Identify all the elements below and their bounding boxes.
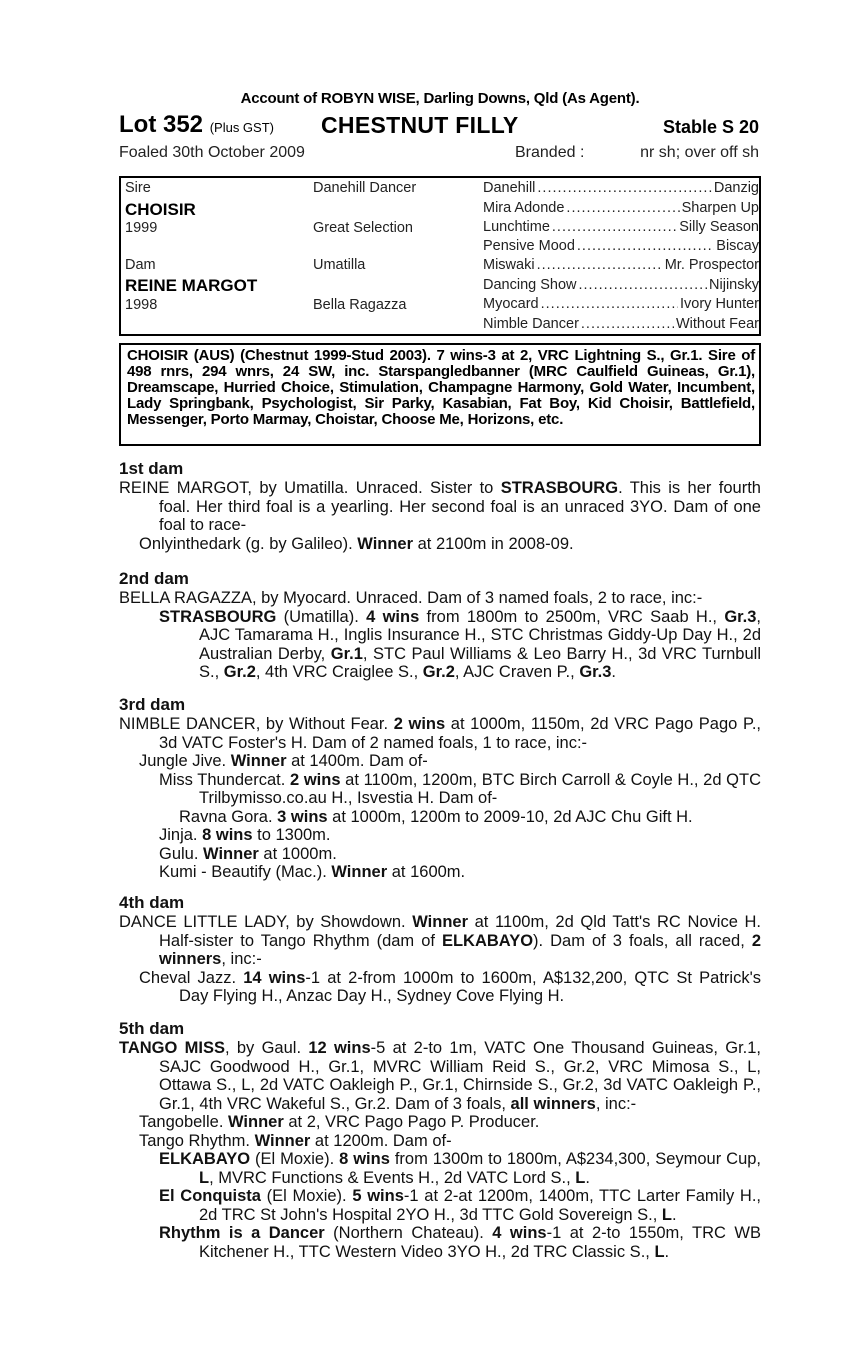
entry-text: Ravna Gora. (179, 807, 278, 826)
leader-dots (541, 295, 678, 314)
group-grade: Gr.2 (223, 663, 256, 681)
entry-text: at 1100m, 2d Qld Tatt's RC Novice H. Half-sister to Tango Rhythm (dam of (159, 913, 761, 950)
entry-text: REINE MARGOT, by Umatilla. Unraced. Sister to (119, 479, 501, 497)
entry-text: Tangobelle. (139, 1113, 228, 1131)
entry-text: Miss Thundercat. (159, 770, 290, 789)
wins-text: Winner (228, 1113, 284, 1131)
entry-text: at 1000m, 1150m, 2d VRC Pago Pago P., 3d VATC Foster's H. Dam of 2 named foals, 1 to race, inc:- (159, 715, 761, 752)
dam-entry (119, 479, 761, 535)
wins-text: 8 wins (202, 826, 253, 844)
entry-text: -5 at 2-to 1m, VATC One Thousand Guineas, Gr.1, SAJC Goodwood H., Gr.1, MVRC William Reid S., Gr.2, VRC Mimosa S., L, Ottawa S., L, 2d VATC Oakleigh P., Gr.1, Chirnside S., Gr.2, 3d VATC Oakleigh P., Gr.1, 4th VRC Wakeful S., Gr.2. Dam of 3 foals, (159, 1039, 761, 1113)
section-heading: 5th dam (119, 1019, 185, 1038)
leader-dots (579, 276, 708, 295)
leader-dots (537, 179, 711, 198)
wins-text: Winner (230, 752, 287, 770)
gp-horse: Mira Adonde (483, 200, 565, 216)
entry-text: Tango Rhythm. (139, 1131, 255, 1150)
gp-sire: Sharpen Up (681, 200, 759, 216)
black-type-name: ELKABAYO (441, 931, 534, 950)
entry-text: Jungle Jive. (139, 752, 231, 770)
fourth-dam-section (119, 894, 761, 1006)
first-dam-section (119, 460, 761, 553)
gp-horse: Lunchtime (483, 219, 550, 235)
grandparent-row (483, 315, 759, 334)
progeny-entry (119, 1150, 761, 1187)
leader-dots (581, 315, 674, 334)
entry-text: NIMBLE DANCER, by Without Fear. (119, 715, 394, 733)
leader-dots (577, 237, 714, 256)
group-grade: Gr.3 (579, 663, 612, 681)
entry-text: from 1300m to 1800m, A$234,300, Seymour Cup, (389, 1150, 762, 1168)
black-type-name: Rhythm is a Dancer (159, 1224, 325, 1242)
second-dam-section (119, 570, 761, 682)
entry-text: at 1000m. (258, 844, 337, 863)
entry-text: . (672, 1205, 677, 1224)
entry-text: , inc:- (595, 1094, 637, 1113)
sire-sire: Danehill Dancer (313, 180, 417, 196)
group-grade: Gr.2 (422, 663, 455, 681)
wins-text: Winner (254, 1131, 311, 1150)
progeny-entry (119, 1224, 761, 1261)
gp-sire: Mr. Prospector (664, 257, 759, 273)
wins-text: 3 wins (277, 807, 328, 826)
progeny-entry (119, 771, 761, 808)
entry-text: , AJC Craven P., (454, 663, 580, 681)
sire-dam: Great Selection (313, 220, 413, 236)
sire-summary: CHOISIR (AUS) (Chestnut 1999-Stud 2003). 7 wins-3 at 2, VRC Lightning S., Gr.1. Sire of 498 rnrs, 294 wnrs, 24 SW, inc. Starspangledbanner (MRC Caulfield Guineas, Gr.1), Dreamscape, Hurried Choice, Stimulation, Champagne Harmony, Gold Water, Incumbent, Lady Springbank, Psychologist, Sir Parky, Kasabian, Fat Boy, Kid Choisir, Battlefield, Messenger, Porto Marmay, Choistar, Choose Me, Horizons, etc. (119, 343, 761, 446)
wins-text: 4 wins (366, 607, 420, 626)
entry-text: to 1300m. (252, 826, 331, 844)
sire-year: 1999 (125, 220, 158, 236)
progeny-entry (119, 1113, 761, 1132)
wins-text: Winner (203, 844, 259, 863)
grandparent-row (483, 276, 759, 295)
gp-horse: Myocard (483, 296, 539, 312)
sire-label: Sire (125, 180, 151, 196)
gp-sire: Ivory Hunter (680, 296, 759, 312)
grandparent-row (483, 199, 759, 218)
entry-text: (El Moxie). (260, 1187, 353, 1205)
entry-text: from 1800m to 2500m, VRC Saab H., (419, 607, 725, 626)
gp-sire: Without Fear (676, 316, 759, 332)
entry-text: . (611, 663, 617, 681)
entry-text: at 2, VRC Pago Pago P. Producer. (283, 1113, 540, 1131)
entry-text: Jinja. (159, 826, 203, 844)
entry-text: Kumi - Beautify (Mac.). (159, 863, 332, 881)
entry-text: , AJC Tamarama H., Inglis Insurance H., STC Christmas Giddy-Up Day H., 2d Australian Derby, (199, 607, 762, 663)
black-type-name: ELKABAYO (159, 1150, 251, 1168)
wins-text: all winners (510, 1094, 596, 1113)
group-grade: Gr.3 (724, 607, 757, 626)
wins-text: 2 winners (159, 931, 761, 968)
progeny-entry (119, 608, 761, 682)
wins-text: 2 wins (393, 715, 446, 733)
fifth-dam-section (119, 1020, 761, 1261)
entry-text: DANCE LITTLE LADY, by Showdown. (119, 913, 413, 931)
wins-text: 2 wins (289, 770, 341, 789)
progeny-entry (119, 752, 761, 771)
grandparent-row (483, 256, 759, 275)
section-heading: 1st dam (119, 459, 184, 478)
wins-text: 12 wins (308, 1039, 371, 1057)
section-heading: 4th dam (119, 893, 185, 912)
entry-text: . (585, 1168, 590, 1187)
gp-horse: Miswaki (483, 257, 535, 273)
third-dam-section (119, 696, 761, 882)
plus-gst: (Plus GST) (209, 120, 274, 135)
entry-text: at 1200m. Dam of- (310, 1131, 452, 1150)
group-grade: L (575, 1168, 586, 1187)
group-grade: L (199, 1168, 210, 1187)
progeny-entry (119, 1132, 761, 1151)
black-type-name: STRASBOURG (159, 607, 277, 626)
section-heading: 3rd dam (119, 695, 186, 714)
entry-text: Onlyinthedark (g. by Galileo). (139, 534, 358, 553)
foaling-line (119, 140, 761, 166)
progeny-entry (119, 969, 761, 1006)
grandparent-row (483, 179, 759, 198)
catalogue-page (119, 88, 762, 1261)
entry-text: , by Gaul. (225, 1039, 309, 1057)
progeny-entry (119, 1187, 761, 1224)
progeny-entry (119, 845, 761, 864)
dam-entry (119, 913, 761, 969)
entry-text: at 2100m in 2008-09. (413, 534, 574, 553)
gp-sire: Silly Season (679, 219, 759, 235)
group-grade: Gr.1 (330, 644, 363, 663)
branded-label: Branded : (515, 144, 585, 161)
progeny-entry (119, 535, 761, 554)
foaled-date: Foaled 30th October 2009 (119, 144, 305, 161)
entry-text: -1 at 2-to 1550m, TRC WB Kitchener H., TTC Western Video 3YO H., 2d TRC Classic S., (199, 1224, 762, 1261)
black-type-name: El Conquista (159, 1187, 261, 1205)
grandparent-row (483, 218, 759, 237)
gp-horse: Dancing Show (483, 277, 577, 293)
entry-text: . (664, 1242, 670, 1261)
entry-text: -1 at 2-from 1000m to 1600m, A$132,200, QTC St Patrick's Day Flying H., Anzac Day H., Sydney Cove Flying H. (179, 968, 761, 1005)
leader-dots (537, 256, 663, 275)
dam-sire: Umatilla (313, 257, 366, 273)
entry-text: Gulu. (159, 844, 204, 863)
entry-text: , STC Paul Williams & Leo Barry H., 3d VRC Turnbull S., (199, 644, 761, 681)
entry-text: , MVRC Functions & Events H., 2d VATC Lord S., (209, 1168, 576, 1187)
gp-sire: Biscay (716, 238, 759, 254)
entry-text: at 1100m, 1200m, BTC Birch Carroll & Coyle H., 2d QTC Trilbymisso.co.au H., Isvestia H. Dam of- (199, 770, 761, 807)
gp-horse: Pensive Mood (483, 238, 575, 254)
wins-text: 8 wins (339, 1150, 390, 1168)
wins-text: Winner (412, 913, 469, 931)
horse-description: CHESTNUT FILLY (321, 112, 519, 138)
entry-text: at 1600m. (387, 863, 466, 881)
leader-dots (552, 218, 677, 237)
lot-label: Lot 352 (119, 111, 204, 138)
black-type-name: STRASBOURG (500, 479, 619, 497)
gp-horse: Nimble Dancer (483, 316, 579, 332)
sire-name: CHOISIR (125, 200, 196, 219)
dam-label: Dam (125, 257, 156, 273)
entry-text: Cheval Jazz. (139, 968, 244, 987)
stable-number: Stable S 20 (662, 117, 759, 137)
wins-text: 5 wins (352, 1187, 404, 1205)
entry-text: (Umatilla). (276, 607, 367, 626)
progeny-entry (119, 826, 761, 845)
progeny-entry (119, 863, 761, 882)
dam-dam: Bella Ragazza (313, 297, 407, 313)
wins-text: 4 wins (492, 1224, 547, 1242)
section-heading: 2nd dam (119, 569, 189, 588)
pedigree-table (119, 176, 761, 336)
branded-value: nr sh; over off sh (640, 144, 759, 161)
entry-text: , 4th VRC Craiglee S., (255, 663, 423, 681)
entry-text: -1 at 2-at 1200m, 1400m, TTC Larter Family H., 2d TRC St John's Hospital 2YO H., 3d TTC Gold Sovereign S., (199, 1187, 762, 1224)
gp-sire: Nijinsky (709, 277, 759, 293)
progeny-entry (119, 808, 761, 827)
entry-text: at 1000m, 1200m to 2009-10, 2d AJC Chu Gift H. (327, 807, 693, 826)
entry-text: . This is her fourth foal. Her third foal is a yearling. Her second foal is an unraced 3YO. Dam of one foal to race- (159, 479, 761, 534)
lot-number (119, 110, 274, 143)
lot-header (119, 110, 761, 140)
leader-dots (566, 199, 679, 218)
dam-entry (119, 715, 761, 752)
wins-text: 14 wins (243, 968, 306, 987)
gp-horse: Danehill (483, 180, 536, 196)
dam-name: REINE MARGOT (125, 276, 258, 295)
wins-text: Winner (357, 534, 414, 553)
vendor-account: Account of ROBYN WISE, Darling Downs, Qld (As Agent). (240, 90, 640, 107)
group-grade: L (661, 1205, 673, 1224)
grandparent-row (483, 237, 759, 256)
grandparent-row (483, 295, 759, 314)
entry-text: (El Moxie). (250, 1150, 340, 1168)
entry-text: (Northern Chateau). (324, 1224, 493, 1242)
wins-text: Winner (331, 863, 388, 881)
dam-entry: BELLA RAGAZZA, by Myocard. Unraced. Dam of 3 named foals, 2 to race, inc:- (119, 589, 703, 607)
entry-text: , inc:- (221, 950, 262, 968)
entry-text: ). Dam of 3 foals, all raced, (533, 931, 752, 950)
gp-sire: Danzig (713, 180, 759, 196)
dam-year: 1998 (125, 297, 158, 313)
group-grade: L (654, 1242, 665, 1261)
dam-entry (119, 1039, 761, 1113)
entry-text: at 1400m. Dam of- (286, 752, 428, 770)
black-type-name: TANGO MISS (119, 1039, 225, 1057)
